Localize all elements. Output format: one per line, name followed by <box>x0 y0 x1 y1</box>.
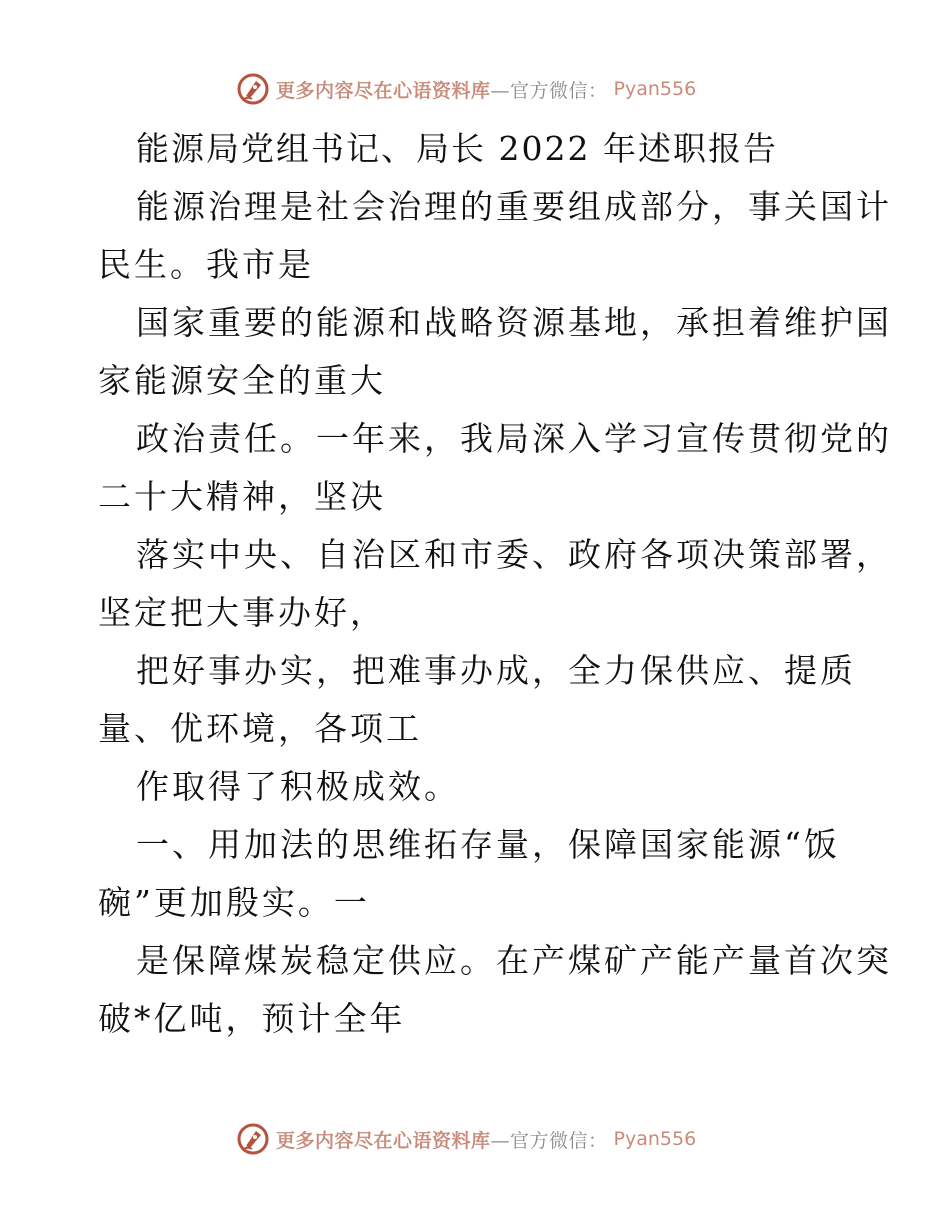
paragraph-line: 国家重要的能源和战略资源基地，承担着维护国 <box>136 303 892 342</box>
paragraph-line: 量、优环境，各项工 <box>98 709 422 748</box>
document-body <box>98 120 892 1048</box>
watermark-site-text: 更多内容尽在心语资料库—官方微信： <box>276 1129 608 1152</box>
paragraph-line: 碗”更加殷实。一 <box>98 883 370 922</box>
watermark-wechat-id: Pyan556 <box>613 1128 697 1150</box>
paragraph-line: 是保障煤炭稳定供应。在产煤矿产能产量首次突 <box>136 941 892 980</box>
document-title: 能源局党组书记、局长 2022 年述职报告 <box>136 129 778 168</box>
paragraph-line: 民生。我市是 <box>98 245 314 284</box>
watermark-site-text: 更多内容尽在心语资料库—官方微信： <box>276 79 608 102</box>
paragraph-line: 落实中央、自治区和市委、政府各项决策部署， <box>136 535 892 574</box>
watermark-wechat-label: 官方微信： <box>510 79 608 102</box>
paragraph-line: 作取得了积极成效。 <box>136 767 460 806</box>
paragraph-line: 政治责任。一年来，我局深入学习宣传贯彻党的 <box>136 419 892 458</box>
watermark-separator: — <box>490 79 511 102</box>
section-heading-line: 一、用加法的思维拓存量，保障国家能源“饭 <box>136 825 840 864</box>
footer-watermark <box>236 1122 696 1156</box>
paragraph-line: 破*亿吨，预计全年 <box>98 999 406 1038</box>
watermark-wechat-id: Pyan556 <box>613 78 697 100</box>
paragraph-line: 把好事办实，把难事办成，全力保供应、提质 <box>136 651 856 690</box>
header-watermark <box>236 72 696 106</box>
pen-nib-circle-icon <box>236 1122 270 1156</box>
paragraph-line: 坚定把大事办好， <box>98 593 386 632</box>
pen-nib-circle-icon <box>236 72 270 106</box>
watermark-separator: — <box>490 1129 511 1152</box>
paragraph-line: 二十大精神，坚决 <box>98 477 386 516</box>
paragraph-line: 家能源安全的重大 <box>98 361 386 400</box>
watermark-wechat-label: 官方微信： <box>510 1129 608 1152</box>
paragraph-line: 能源治理是社会治理的重要组成部分，事关国计 <box>136 187 892 226</box>
